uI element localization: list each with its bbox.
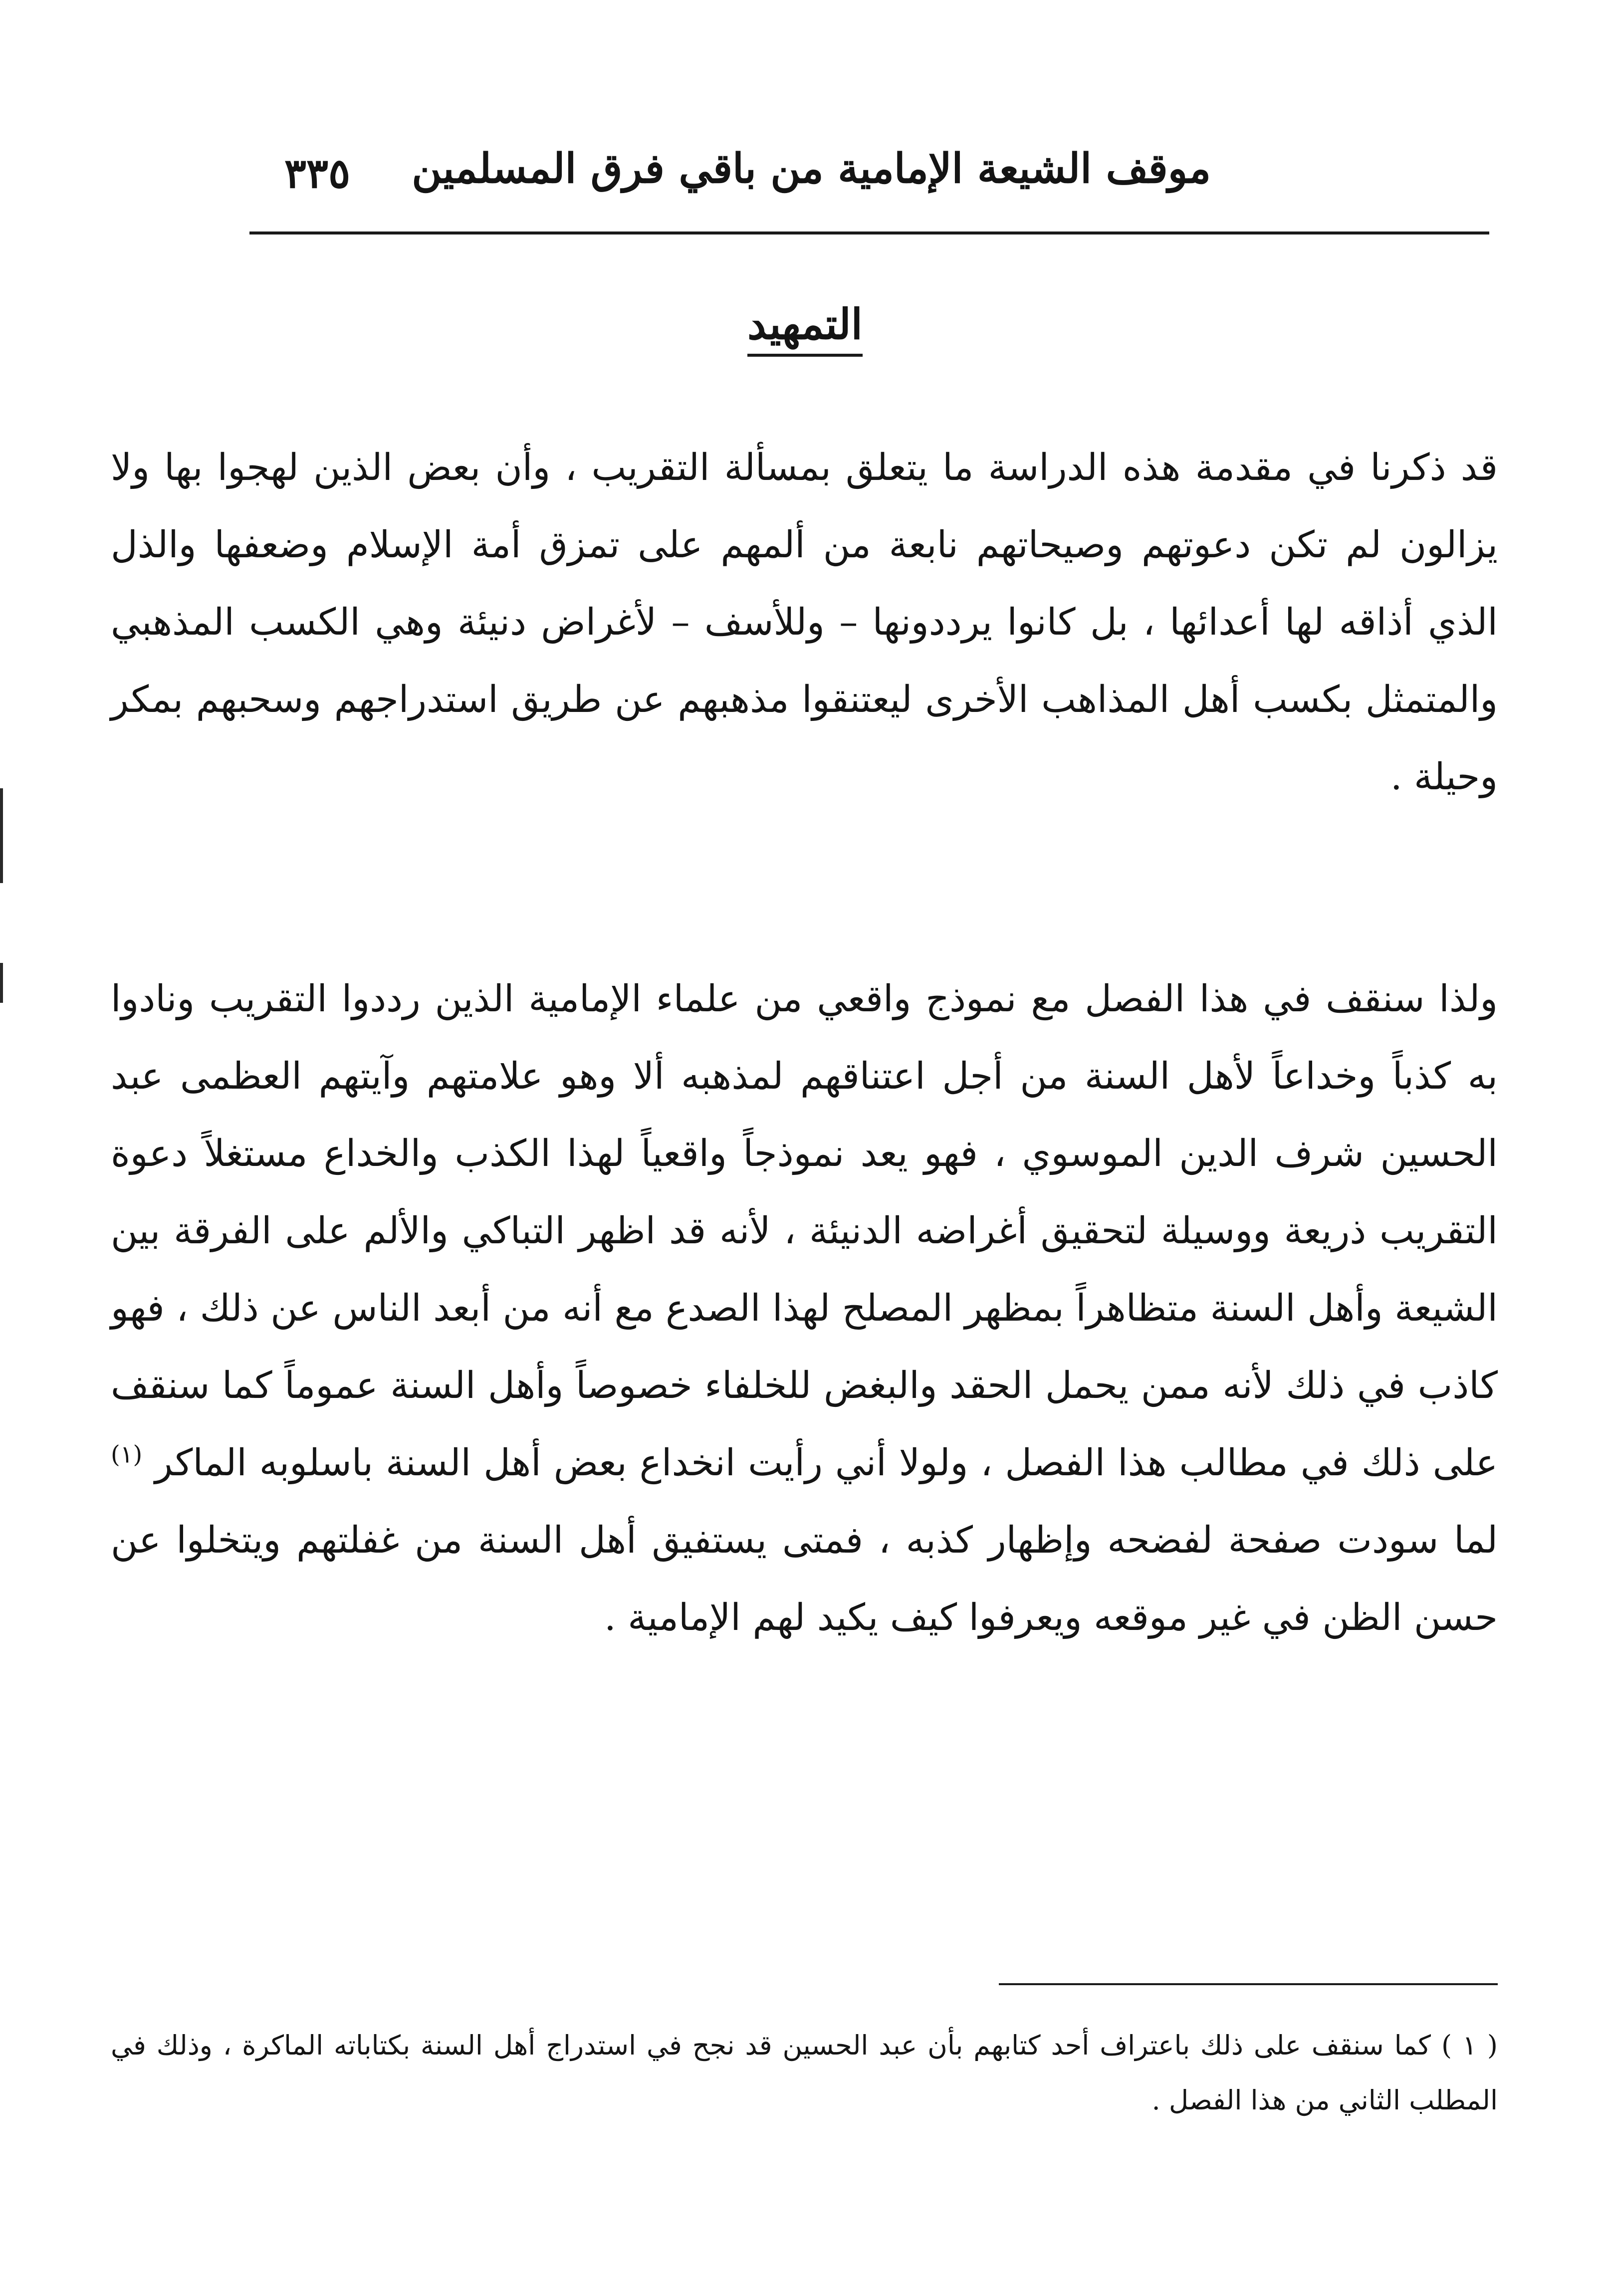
body-paragraph-1: قد ذكرنا في مقدمة هذه الدراسة ما يتعلق بمسألة التقريب ، وأن بعض الذين لهجوا بها ولا يزالون لم تكن دعوتهم وصيحاتهم نابعة من ألمهم على تمزق أمة الإسلام وضعفها والذل الذي أذاقه لها أعدائها ، بل كانوا يرددونها – وللأسف – لأغراض دنيئة وهي الكسب المذهبي والمتمثل بكسب أهل المذاهب الأخرى ليعتنقوا مذهبهم عن طريق استدراجهم وسحبهم بمكر وحيلة . [111,446,1498,798]
body-paragraph-2-part-1: ولذا سنقف في هذا الفصل مع نموذج واقعي من علماء الإمامية الذين رددوا التقريب ونادوا به كذباً وخداعاً لأهل السنة من أجل اعتناقهم لمذهبه ألا وهو علامتهم وآيتهم العظمى عبد الحسين شرف الدين الموسوي ، فهو يعد نموذجاً واقعياً لهذا الكذب والخداع مستغلاً دعوة التقريب ذريعة ووسيلة لتحقيق أغراضه الدنيئة ، لأنه قد اظهر التباكي والألم على الفرقة بين الشيعة وأهل السنة متظاهراً بمظهر المصلح لهذا الصدع مع أنه من أبعد الناس عن ذلك ، فهو كاذب في ذلك لأنه ممن يحمل الحقد والبغض للخلفاء خصوصاً وأهل السنة عموماً كما سنقف على ذلك في مطالب هذا الفصل ، ولولا أني رأيت انخداع بعض أهل السنة باسلوبه الماكر [111,977,1498,1484]
footnote-reference[interactable]: (١) [111,1440,143,1469]
page-number: ٣٣٥ [284,150,351,198]
footnote-rule [999,1983,1498,1985]
running-title: موقف الشيعة الإمامية من باقي فرق المسلمين [412,145,1211,193]
section-heading: التمهيد [747,299,863,357]
scan-edge-mark [0,788,3,883]
footnote-1: ( ١ ) كما سنقف على ذلك باعتراف أحد كتابهم بأن عبد الحسين قد نجح في استدراج أهل السنة بكتاباته الماكرة ، وذلك في المطلب الثاني من هذا الفصل . [111,2030,1498,2116]
header-rule [249,231,1489,234]
scan-edge-mark [0,963,3,1003]
body-paragraph-2-part-2: لما سودت صفحة لفضحه وإظهار كذبه ، فمتى يستفيق أهل السنة من غفلتهم ويتخلوا عن حسن الظن في غير موقعه ويعرفوا كيف يكيد لهم الإمامية . [111,1519,1498,1639]
body-paragraph-2 [111,960,1498,1656]
section-heading-container [0,299,1610,357]
